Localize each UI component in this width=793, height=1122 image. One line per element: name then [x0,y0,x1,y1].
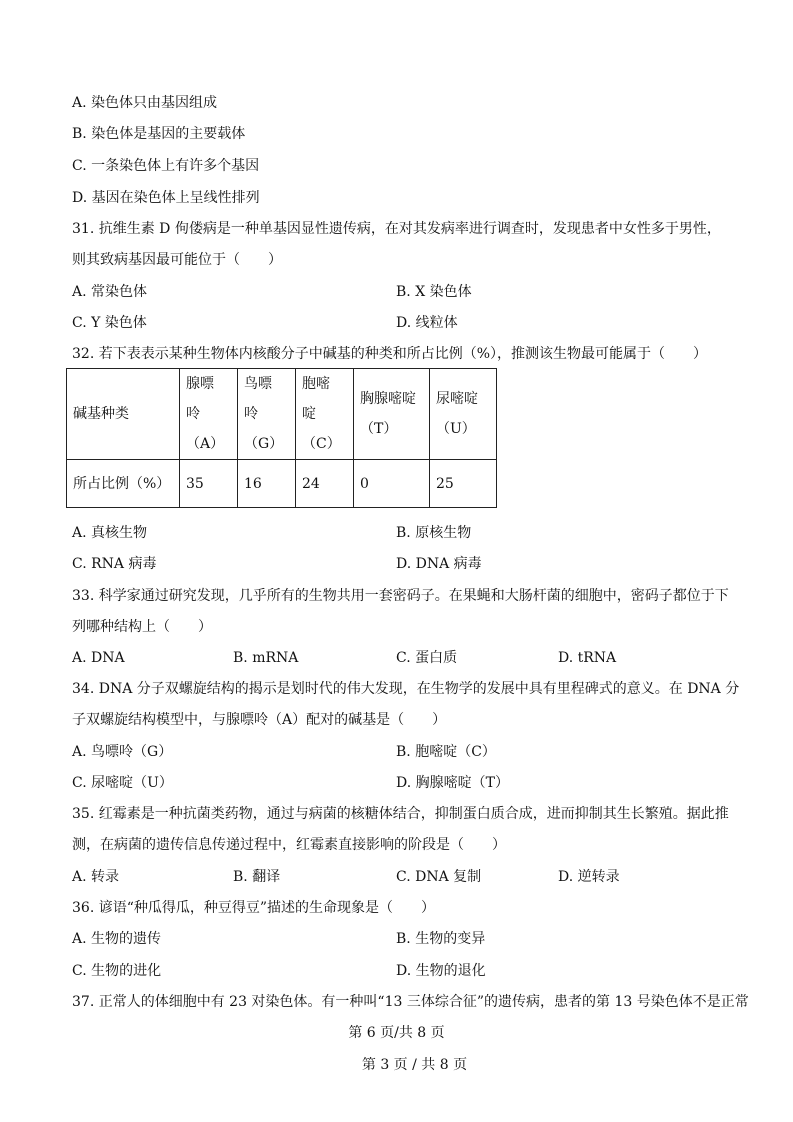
question-stem: 36. 谚语“种瓜得瓜，种豆得豆”描述的生命现象是（ ） [72,900,436,916]
question-stem: 37. 正常人的体细胞中有 23 对染色体。有一种叫“13 三体综合征”的遗传病，患者的第 13 号染色体不是正常 [72,994,749,1010]
option: C. 一条染色体上有许多个基因 [72,158,260,174]
table-col-header: 胸腺嘧啶 （T） [354,369,430,460]
page-number: 第 3 页 / 共 8 页 [361,1057,468,1073]
option: D. 线粒体 [396,315,458,331]
question-stem: 34. DNA 分子双螺旋结构的揭示是划时代的伟大发现，在生物学的发展中具有里程碑式的意义。在 DNA 分 [72,681,740,697]
table-row-label: 所占比例（%） [67,460,180,508]
option: A. 生物的遗传 [72,931,162,947]
option: B. 原核生物 [396,525,472,541]
option: C. DNA 复制 [396,869,482,885]
inner-page-number: 第 6 页/共 8 页 [348,1025,445,1041]
question-stem: 测，在病菌的遗传信息传递过程中，红霉素直接影响的阶段是（ ） [72,837,506,853]
option: B. 染色体是基因的主要载体 [72,126,246,142]
base-ratio-table [66,368,497,508]
question-stem: 33. 科学家通过研究发现，几乎所有的生物共用一套密码子。在果蝇和大肠杆菌的细胞中，密码子都位于下 [72,588,729,604]
table-cell: 24 [296,460,354,508]
question-stem: 31. 抗维生素 D 佝偻病是一种单基因显性遗传病，在对其发病率进行调查时，发现患者中女性多于男性， [72,221,721,237]
option: A. 真核生物 [72,525,148,541]
question-stem: 列哪种结构上（ ） [72,619,212,635]
question-stem: 35. 红霉素是一种抗菌类药物，通过与病菌的核糖体结合，抑制蛋白质合成，进而抑制其生长繁殖。据此推 [72,806,729,822]
option: C. RNA 病毒 [72,556,157,572]
table-cell: 35 [180,460,238,508]
table-cell: 25 [430,460,497,508]
option: C. 蛋白质 [396,650,458,666]
option: C. 生物的进化 [72,963,162,979]
table-cell: 0 [354,460,430,508]
option: D. 逆转录 [558,869,620,885]
table-col-header: 鸟嘌 呤（G） [238,369,296,460]
option: D. 生物的退化 [396,963,486,979]
question-stem: 子双螺旋结构模型中，与腺嘌呤（A）配对的碱基是（ ） [72,712,447,728]
option: B. X 染色体 [396,284,472,300]
option: D. 基因在染色体上呈线性排列 [72,190,260,206]
option: D. tRNA [558,650,617,666]
table-col-header: 尿嘧啶 （U） [430,369,497,460]
question-stem: 32. 若下表表示某种生物体内核酸分子中碱基的种类和所占比例（%），推测该生物最可能属于（ ） [72,346,708,362]
question-stem: 则其致病基因最可能位于（ ） [72,252,282,268]
table-header-label: 碱基种类 [67,369,180,460]
option: B. mRNA [233,650,299,666]
option: B. 生物的变异 [396,931,486,947]
table-cell: 16 [238,460,296,508]
table-col-header: 腺嘌 呤（A） [180,369,238,460]
option: D. 胸腺嘧啶（T） [396,775,509,791]
option: A. 常染色体 [72,284,148,300]
option: B. 胞嘧啶（C） [396,744,496,760]
table-col-header: 胞嘧 啶（C） [296,369,354,460]
option: C. Y 染色体 [72,315,147,331]
option: A. 鸟嘌呤（G） [72,744,173,760]
option: A. 染色体只由基因组成 [72,95,218,111]
option: D. DNA 病毒 [396,556,482,572]
option: C. 尿嘧啶（U） [72,775,173,791]
option: A. 转录 [72,869,120,885]
option: B. 翻译 [233,869,281,885]
option: A. DNA [72,650,125,666]
